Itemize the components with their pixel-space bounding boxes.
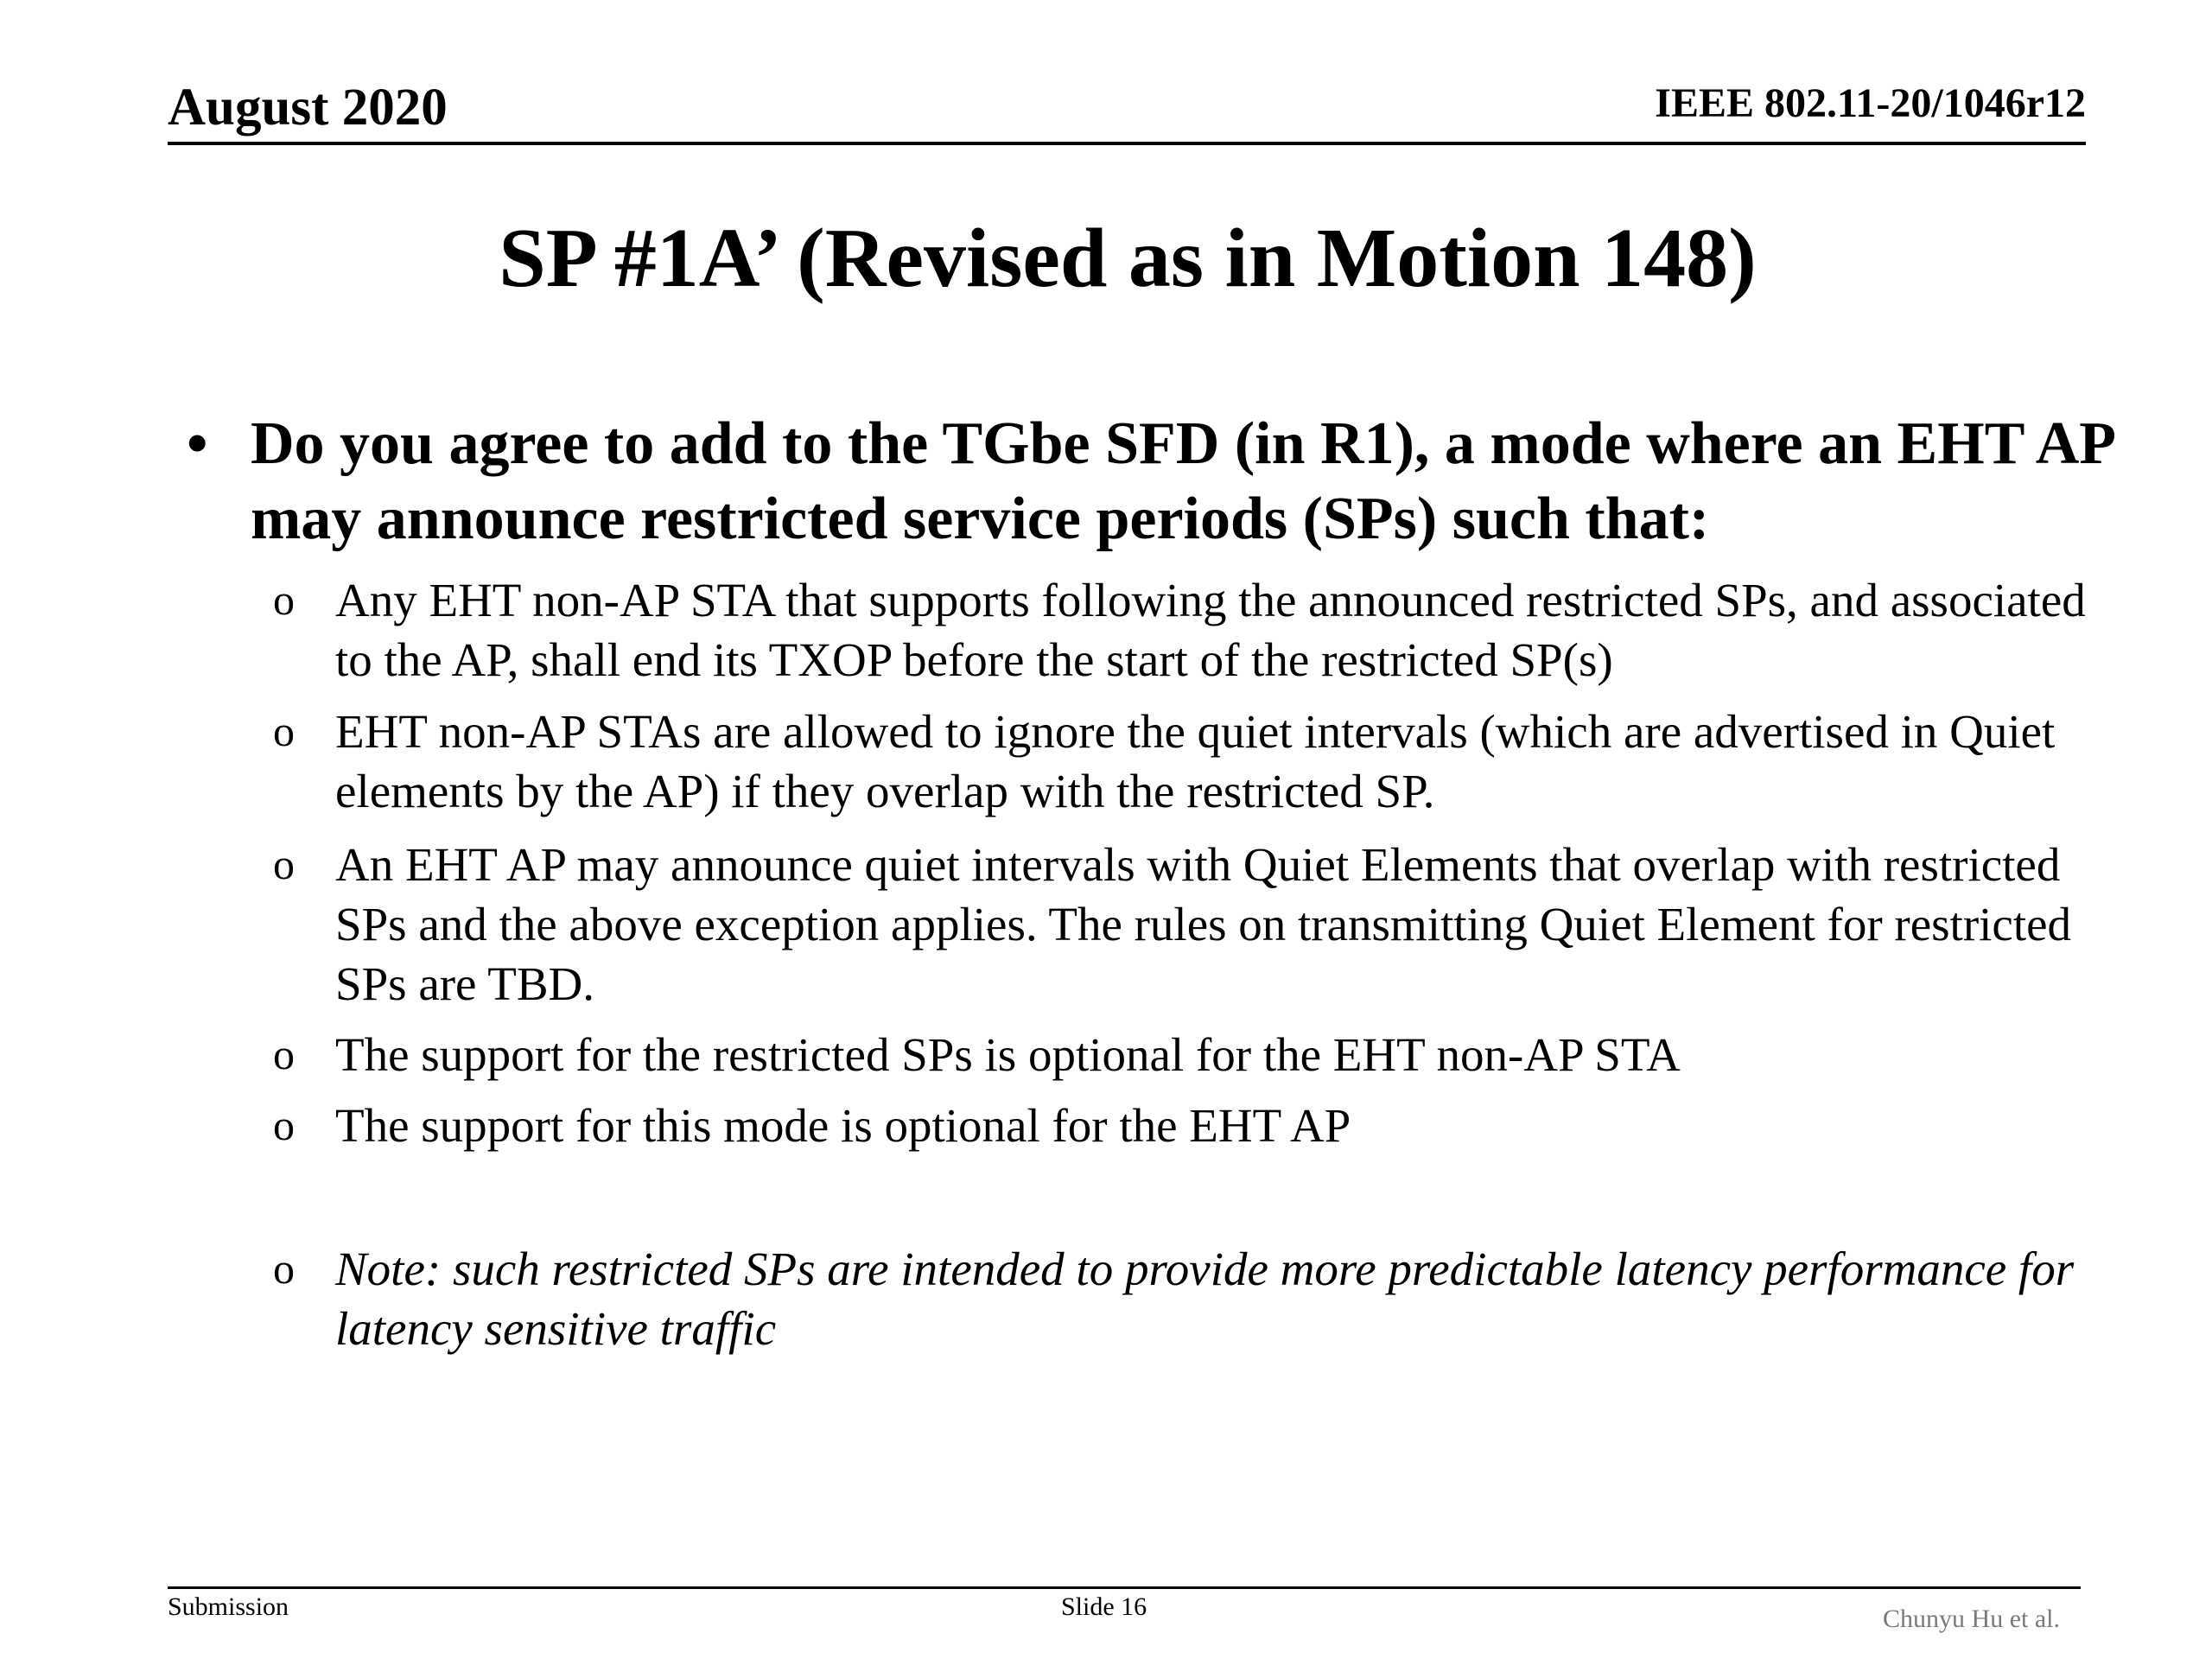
slide-title: SP #1A’ (Revised as in Motion 148) (499, 212, 1757, 305)
note-text: Note: such restricted SPs are intended to provide more predictable latency performance for latency sensitive traffic (335, 1243, 2075, 1355)
footer-divider (168, 1586, 2081, 1589)
main-question-bullet (187, 406, 2139, 556)
footer-submission: Submission (168, 1592, 289, 1621)
note-bullet (273, 1239, 2131, 1358)
sub-bullet-3 (273, 835, 2131, 1014)
header-divider (168, 142, 2086, 145)
sub-bullet-marker: o (273, 707, 295, 755)
bullet-marker: • (187, 410, 208, 477)
sub-bullet-text: An EHT AP may announce quiet intervals with Quiet Elements that overlap with restricted SPs and the above exception applies. The rules on transmitting Quiet Element for restricted SPs are TBD. (335, 838, 2072, 1010)
sub-bullet-text: EHT non-AP STAs are allowed to ignore the quiet intervals (which are advertised in Quiet elements by the AP) if they overlap with the restricted SP. (335, 705, 2056, 817)
sub-bullet-1 (273, 570, 2131, 690)
sub-bullet-5 (273, 1096, 2131, 1155)
sub-bullet-text: The support for this mode is optional for the EHT AP (335, 1099, 1351, 1152)
footer-author: Chunyu Hu et al. (1883, 1605, 2060, 1633)
sub-bullet-marker: o (273, 840, 295, 888)
footer-slide-number: Slide 16 (1061, 1592, 1147, 1621)
note-bullet-marker: o (273, 1244, 295, 1293)
sub-bullet-text: Any EHT non-AP STA that supports following the announced restricted SPs, and associated to the AP, shall end its TXOP before the start of the restricted SP(s) (335, 574, 2086, 686)
sub-bullet-marker: o (273, 575, 295, 624)
sub-bullet-4 (273, 1025, 2131, 1084)
sub-bullet-2 (273, 702, 2131, 821)
main-question-text: Do you agree to add to the TGbe SFD (in R1), a mode where an EHT AP may announce restricted service periods (SPs) such that: (251, 410, 2113, 552)
sub-bullet-marker: o (273, 1030, 295, 1078)
sub-bullet-marker: o (273, 1101, 295, 1149)
sub-bullet-text: The support for the restricted SPs is optional for the EHT non-AP STA (335, 1028, 1681, 1081)
header-document-id: IEEE 802.11-20/1046r12 (1655, 80, 2086, 126)
header-date: August 2020 (168, 79, 448, 137)
